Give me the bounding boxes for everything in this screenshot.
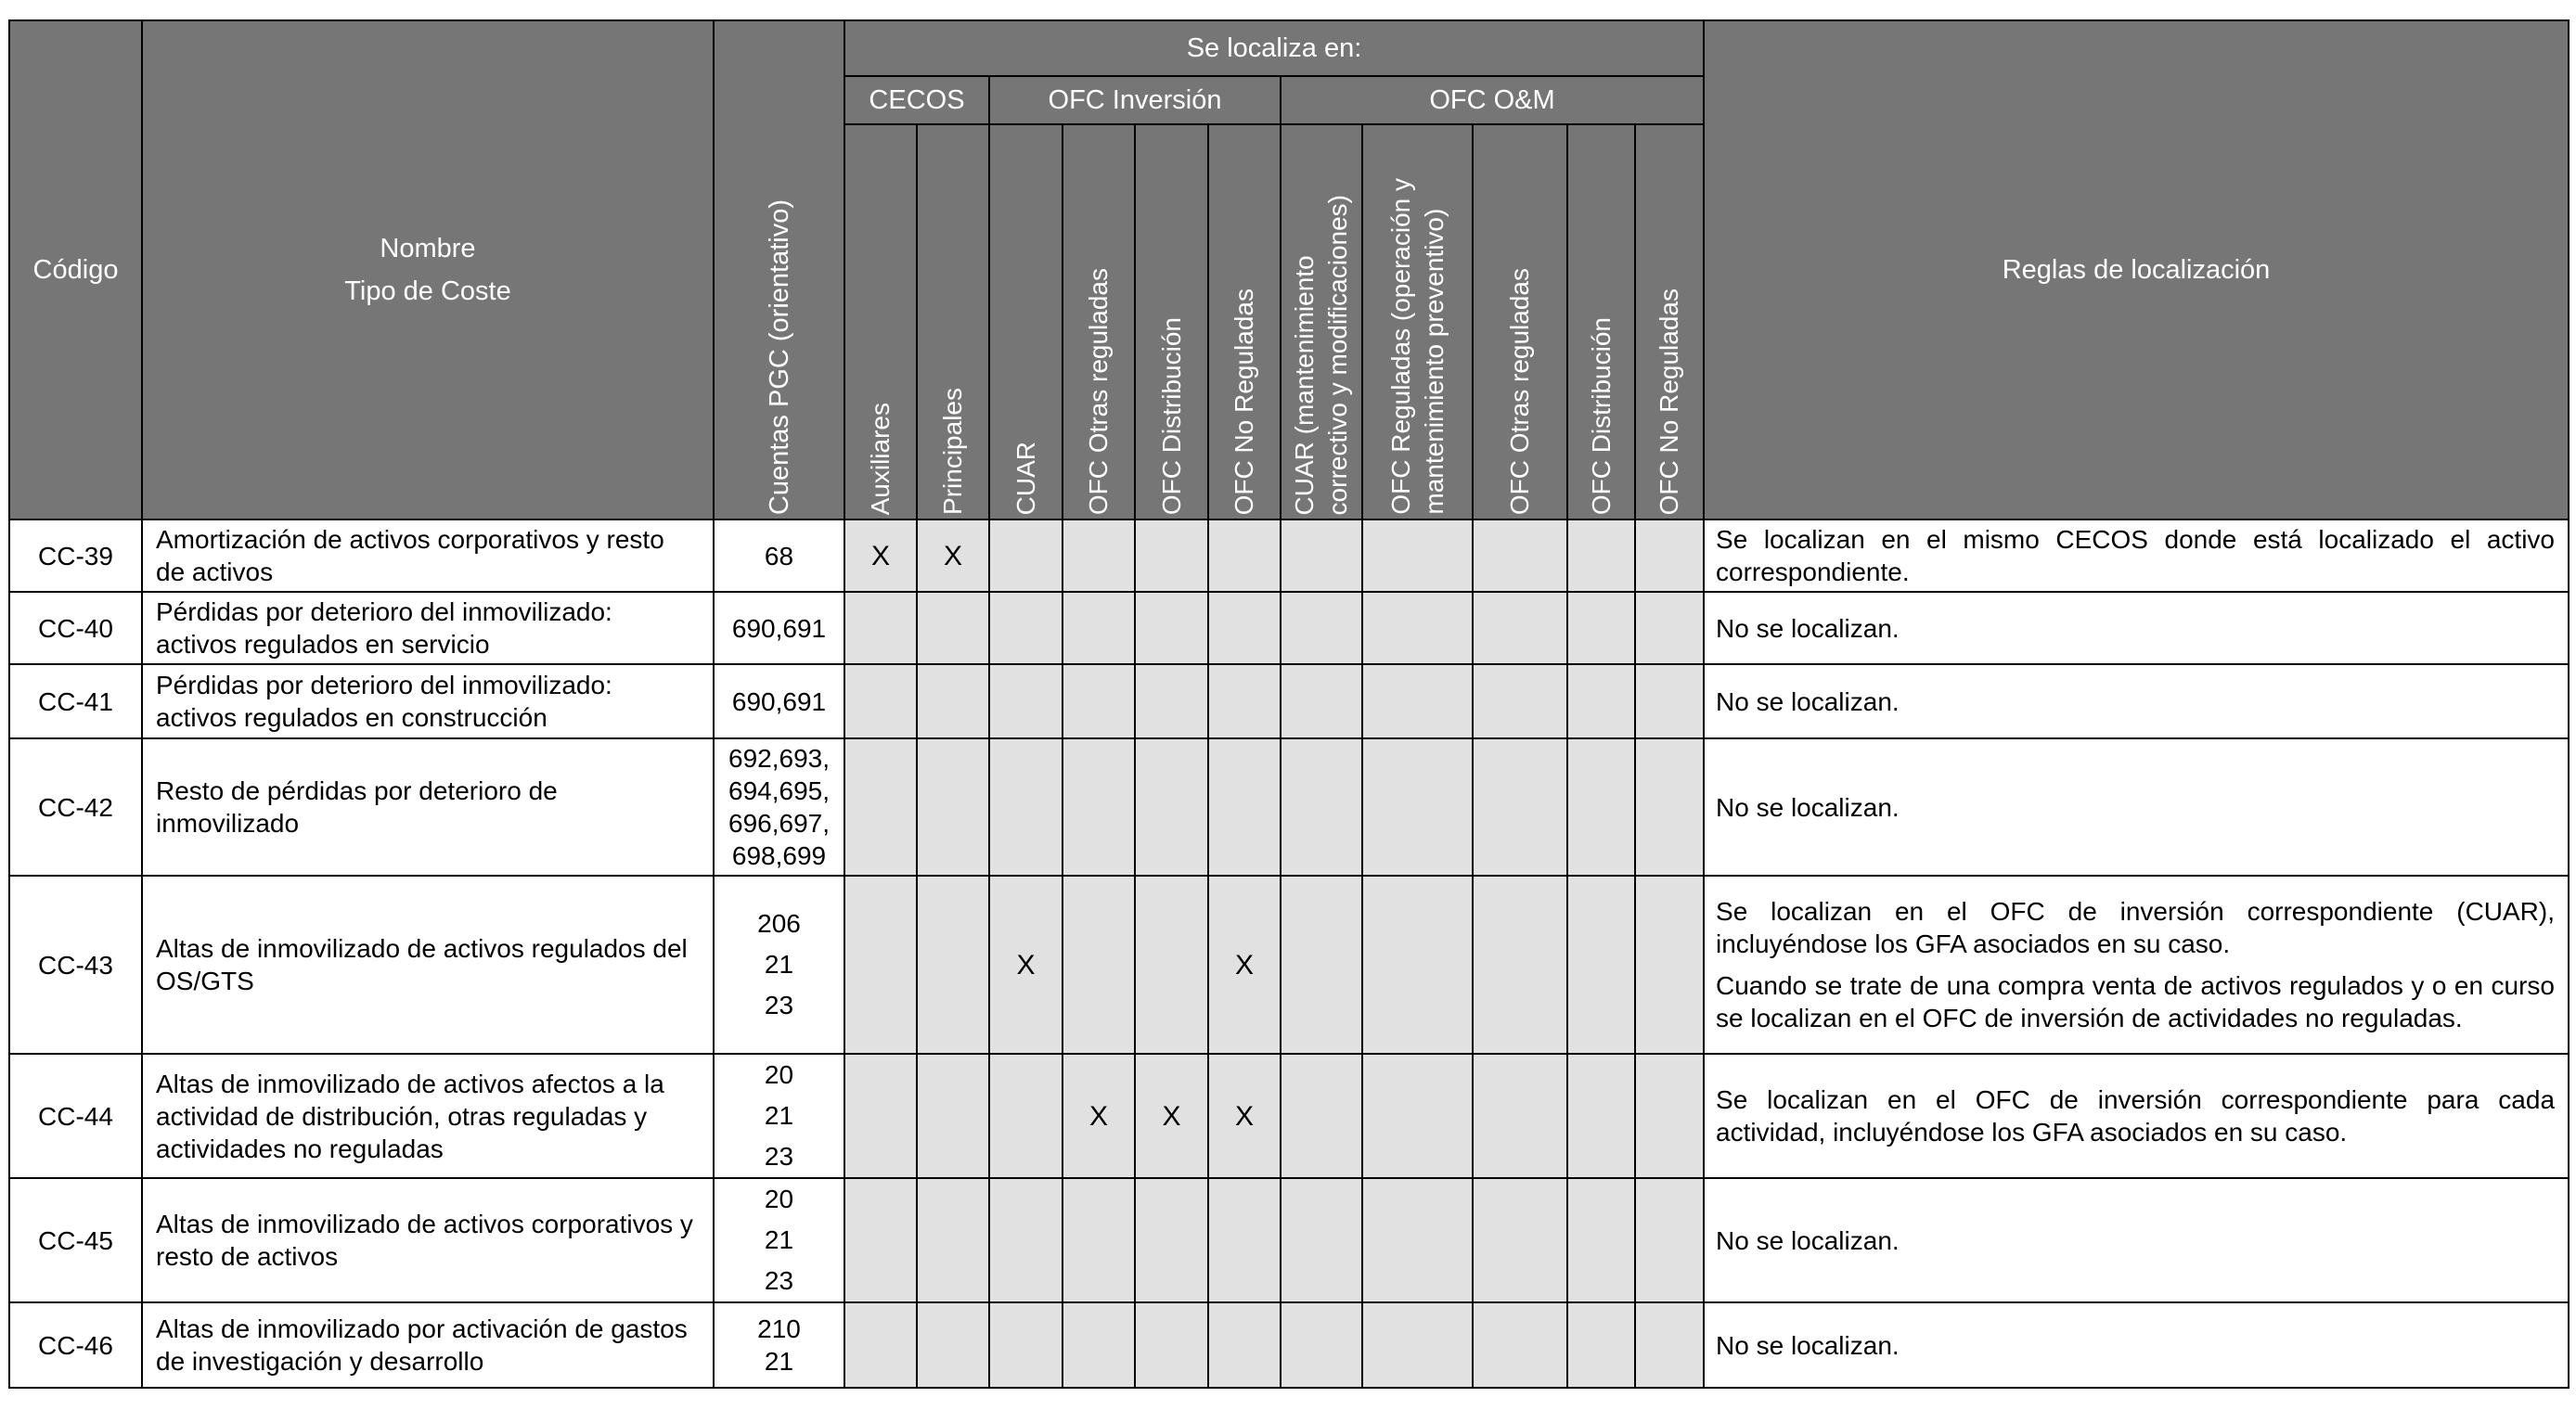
localization-mark: [1635, 592, 1704, 664]
pgc-account: 692,693,: [728, 744, 830, 773]
table-row: [9, 664, 2569, 738]
localization-mark: [1208, 1302, 1281, 1388]
localization-mark: [1208, 664, 1281, 738]
col-ofc-no-reguladas-inv: [1208, 124, 1281, 519]
localization-mark: [1135, 664, 1208, 738]
rule-paragraph: No se localizan.: [1716, 686, 1900, 716]
localization-mark: [1281, 876, 1362, 1054]
localization-mark: [844, 876, 917, 1054]
col-ofc-otras-reguladas-inv: [1063, 124, 1135, 519]
col-label: OFC Otras reguladas: [1084, 267, 1113, 515]
localization-mark: X: [989, 876, 1063, 1054]
col-label: OFC Distribución: [1586, 316, 1616, 515]
col-cuar: [989, 124, 1063, 519]
localization-mark: [1362, 664, 1473, 738]
localization-mark: [917, 1302, 989, 1388]
localization-mark: [1281, 664, 1362, 738]
header-rules: Reglas de localización: [1704, 20, 2569, 519]
localization-mark: [1473, 1054, 1567, 1178]
cost-name: Altas de inmovilizado de activos afectos a la actividad de distribución, otras reguladas y actividades no reguladas: [142, 1054, 714, 1178]
col-auxiliares: [844, 124, 917, 519]
localization-mark: X: [1208, 1054, 1281, 1178]
table-row: [9, 876, 2569, 1054]
localization-mark: [989, 1054, 1063, 1178]
localization-mark: X: [1063, 1054, 1135, 1178]
localization-mark: [1473, 876, 1567, 1054]
pgc-accounts: [714, 876, 844, 1054]
pgc-account: 20: [764, 1060, 794, 1089]
localization-mark: [1567, 738, 1635, 876]
cost-code: CC-46: [9, 1302, 142, 1388]
cost-name: Resto de pérdidas por deterioro de inmovilizado: [142, 738, 714, 876]
pgc-account: 690,691: [731, 686, 827, 716]
localization-rule: [1704, 1302, 2569, 1388]
localization-mark: [917, 1178, 989, 1302]
header-pgc: [714, 20, 844, 519]
localization-mark: [917, 592, 989, 664]
cost-name: Pérdidas por deterioro del inmovilizado: activos regulados en servicio: [142, 592, 714, 664]
localization-mark: [1063, 1302, 1135, 1388]
pgc-account: 21: [764, 1347, 794, 1376]
localization-mark: [1135, 738, 1208, 876]
col-ofc-otras-reguladas-om: [1473, 124, 1567, 519]
localization-mark: [844, 592, 917, 664]
group-ofc-inversion: OFC Inversión: [989, 76, 1281, 124]
group-ofc-om: OFC O&M: [1281, 76, 1704, 124]
localization-rule: [1704, 592, 2569, 664]
localization-mark: [1362, 1302, 1473, 1388]
localization-mark: [1473, 592, 1567, 664]
col-ofc-no-reguladas-om: [1635, 124, 1704, 519]
localization-mark: X: [1208, 876, 1281, 1054]
rule-paragraph: No se localizan.: [1716, 792, 1900, 822]
localization-mark: [1567, 1302, 1635, 1388]
group-cecos: CECOS: [844, 76, 989, 124]
header-pgc-label: Cuentas PGC (orientativo): [764, 199, 794, 515]
pgc-accounts: [714, 1178, 844, 1302]
localization-rule: [1704, 519, 2569, 592]
localization-mark: [1567, 876, 1635, 1054]
col-label: OFC Distribución: [1156, 316, 1186, 515]
localization-rule: [1704, 664, 2569, 738]
rule-paragraph: No se localizan.: [1716, 1225, 1900, 1255]
localization-rule: [1704, 876, 2569, 1054]
pgc-account: 21: [764, 950, 794, 979]
localization-mark: [1473, 1302, 1567, 1388]
table-row: [9, 519, 2569, 592]
table-row: [9, 1054, 2569, 1178]
localization-mark: [1063, 664, 1135, 738]
col-label: OFC Otras reguladas: [1505, 267, 1534, 515]
localization-mark: [1362, 519, 1473, 592]
localization-mark: [1135, 592, 1208, 664]
header-code: Código: [9, 20, 142, 519]
localization-mark: [1362, 1054, 1473, 1178]
localization-mark: X: [1135, 1054, 1208, 1178]
pgc-accounts: [714, 592, 844, 664]
pgc-accounts: [714, 519, 844, 592]
cost-name: Altas de inmovilizado por activación de gastos de investigación y desarrollo: [142, 1302, 714, 1388]
pgc-account: 23: [764, 1266, 794, 1295]
localization-mark: [1135, 876, 1208, 1054]
cost-code: CC-42: [9, 738, 142, 876]
localization-mark: [1281, 519, 1362, 592]
cost-localization-table: [8, 19, 2570, 1389]
pgc-account: 698,699: [731, 841, 827, 870]
localization-mark: [1135, 519, 1208, 592]
localization-mark: [989, 1178, 1063, 1302]
col-label: OFC No Reguladas: [1655, 288, 1683, 515]
localization-mark: [1567, 519, 1635, 592]
rule-paragraph: Se localizan en el OFC de inversión correspondiente para cada actividad, incluyéndose los GFA asociados en su caso.: [1716, 1085, 2556, 1147]
localization-mark: [989, 519, 1063, 592]
localization-mark: [989, 592, 1063, 664]
localization-mark: [989, 738, 1063, 876]
localization-mark: [1635, 664, 1704, 738]
table-row: [9, 1302, 2569, 1388]
cost-code: CC-40: [9, 592, 142, 664]
localization-mark: [1567, 1178, 1635, 1302]
localization-rule: [1704, 738, 2569, 876]
cost-name: Altas de inmovilizado de activos regulados del OS/GTS: [142, 876, 714, 1054]
cost-name: Altas de inmovilizado de activos corporativos y resto de activos: [142, 1178, 714, 1302]
localization-mark: [1635, 1054, 1704, 1178]
header-name-line1: Nombre: [380, 234, 476, 263]
localization-mark: [917, 664, 989, 738]
cost-code: CC-44: [9, 1054, 142, 1178]
localization-mark: [989, 664, 1063, 738]
localization-mark: [1635, 876, 1704, 1054]
localization-mark: [1362, 592, 1473, 664]
pgc-account: 23: [764, 991, 794, 1019]
col-label: OFC Reguladas (operación y mantenimiento preventivo): [1385, 178, 1449, 515]
localization-mark: [844, 738, 917, 876]
table-row: [9, 738, 2569, 876]
localization-mark: [1635, 1302, 1704, 1388]
pgc-account: 210: [757, 1314, 801, 1343]
pgc-account: 68: [764, 541, 794, 570]
header-located-in: Se localiza en:: [844, 20, 1704, 76]
cost-code: CC-39: [9, 519, 142, 592]
localization-mark: [844, 664, 917, 738]
col-label: CUAR (mantenimiento correctivo y modificaciones): [1290, 194, 1352, 515]
col-ofc-distribucion-inv: [1135, 124, 1208, 519]
pgc-accounts: [714, 664, 844, 738]
col-ofc-reguladas-om: [1362, 124, 1473, 519]
localization-mark: [989, 1302, 1063, 1388]
localization-mark: [1063, 1178, 1135, 1302]
localization-mark: [917, 738, 989, 876]
localization-mark: [844, 1178, 917, 1302]
cost-name: Amortización de activos corporativos y resto de activos: [142, 519, 714, 592]
pgc-account: 206: [757, 909, 801, 938]
localization-rule: [1704, 1178, 2569, 1302]
col-label: OFC No Reguladas: [1230, 288, 1258, 515]
localization-mark: [1362, 1178, 1473, 1302]
localization-mark: [1567, 1054, 1635, 1178]
table-row: [9, 1178, 2569, 1302]
rule-paragraph: Se localizan en el mismo CECOS donde está localizado el activo correspondiente.: [1716, 525, 2556, 586]
localization-mark: X: [844, 519, 917, 592]
rule-paragraph: No se localizan.: [1716, 613, 1900, 643]
cost-code: CC-43: [9, 876, 142, 1054]
pgc-account: 21: [764, 1101, 794, 1130]
header-name-line2: Tipo de Coste: [344, 276, 511, 306]
localization-mark: [917, 1054, 989, 1178]
table-body: [9, 519, 2569, 1388]
col-label: Auxiliares: [866, 402, 895, 515]
localization-mark: [1281, 1178, 1362, 1302]
localization-mark: [1473, 738, 1567, 876]
rule-paragraph: No se localizan.: [1716, 1330, 1900, 1360]
localization-mark: [844, 1302, 917, 1388]
col-principales: [917, 124, 989, 519]
rule-paragraph: Se localizan en el OFC de inversión correspondiente (CUAR), incluyéndose los GFA asociados en su caso.: [1716, 897, 2556, 958]
localization-mark: [1208, 738, 1281, 876]
localization-mark: [1473, 1178, 1567, 1302]
localization-mark: [1567, 664, 1635, 738]
pgc-accounts: [714, 1054, 844, 1178]
col-ofc-distribucion-om: [1567, 124, 1635, 519]
localization-mark: X: [917, 519, 989, 592]
localization-mark: [1063, 876, 1135, 1054]
pgc-account: 21: [764, 1225, 794, 1254]
localization-mark: [844, 1054, 917, 1178]
localization-mark: [1635, 519, 1704, 592]
pgc-accounts: [714, 1302, 844, 1388]
localization-mark: [1473, 519, 1567, 592]
localization-mark: [1208, 519, 1281, 592]
localization-mark: [1362, 876, 1473, 1054]
localization-mark: [1473, 664, 1567, 738]
localization-rule: [1704, 1054, 2569, 1178]
localization-mark: [1281, 1302, 1362, 1388]
cost-name: Pérdidas por deterioro del inmovilizado: activos regulados en construcción: [142, 664, 714, 738]
rule-paragraph: Cuando se trate de una compra venta de activos regulados y o en curso se localizan en el OFC de inversión de actividades no reguladas.: [1716, 971, 2556, 1032]
localization-mark: [1208, 1178, 1281, 1302]
localization-mark: [917, 876, 989, 1054]
table-row: [9, 592, 2569, 664]
pgc-account: 694,695,: [728, 776, 830, 805]
pgc-account: 690,691: [731, 613, 827, 643]
cost-code: CC-45: [9, 1178, 142, 1302]
cost-code: CC-41: [9, 664, 142, 738]
localization-mark: [1281, 592, 1362, 664]
localization-mark: [1281, 1054, 1362, 1178]
pgc-account: 23: [764, 1142, 794, 1171]
col-cuar-mantenimiento: [1281, 124, 1362, 519]
localization-mark: [1135, 1302, 1208, 1388]
pgc-account: 20: [764, 1185, 794, 1213]
pgc-account: 696,697,: [728, 809, 830, 838]
header-name: [142, 20, 714, 519]
localization-mark: [1635, 1178, 1704, 1302]
localization-mark: [1281, 738, 1362, 876]
localization-mark: [1635, 738, 1704, 876]
localization-mark: [1362, 738, 1473, 876]
pgc-accounts: [714, 738, 844, 876]
col-label: CUAR: [1011, 441, 1040, 515]
localization-mark: [1063, 592, 1135, 664]
localization-mark: [1135, 1178, 1208, 1302]
localization-mark: [1208, 592, 1281, 664]
col-label: Principales: [938, 388, 967, 515]
localization-mark: [1567, 592, 1635, 664]
localization-mark: [1063, 738, 1135, 876]
localization-mark: [1063, 519, 1135, 592]
